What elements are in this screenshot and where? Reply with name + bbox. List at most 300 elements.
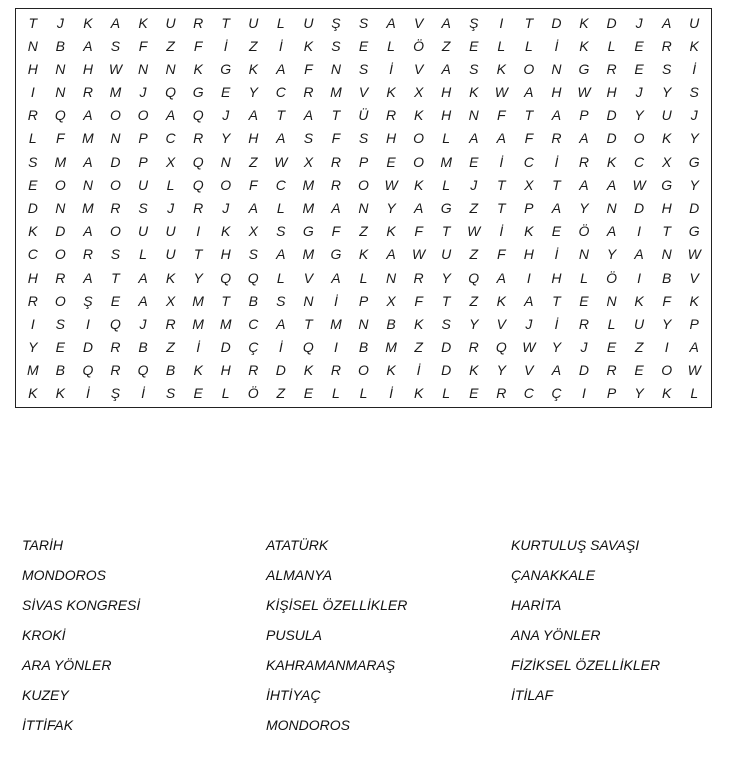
grid-letter: L <box>359 269 368 286</box>
grid-letter: N <box>578 246 590 263</box>
grid-row <box>16 150 711 173</box>
grid-letter: J <box>222 107 230 124</box>
grid-letter: N <box>385 269 397 286</box>
grid-letter: A <box>524 292 534 309</box>
grid-letter: N <box>358 315 369 332</box>
grid-letter: Z <box>248 153 258 170</box>
grid-letter: A <box>469 130 479 147</box>
grid-letter: O <box>137 107 149 124</box>
grid-letter: N <box>27 37 38 54</box>
grid-letter: Q <box>137 362 149 379</box>
grid-letter: X <box>165 153 176 170</box>
grid-letter: Ö <box>413 37 425 54</box>
grid-letter: P <box>579 107 589 124</box>
grid-letter: A <box>551 199 562 216</box>
grid-letter: W <box>577 84 591 101</box>
grid-letter: N <box>606 199 617 216</box>
grid-letter: S <box>110 37 121 54</box>
grid-letter: F <box>414 223 423 240</box>
word-list-item: MONDOROS <box>266 717 350 733</box>
word-list-item: ALMANYA <box>266 567 333 583</box>
grid-letter: R <box>193 199 204 216</box>
grid-letter: F <box>138 37 148 54</box>
grid-letter: E <box>386 153 396 170</box>
grid-letter: G <box>688 223 700 240</box>
grid-letter: R <box>606 60 617 77</box>
grid-letter: I <box>637 269 642 286</box>
grid-letter: O <box>110 176 121 193</box>
grid-letter: E <box>579 292 589 309</box>
grid-row <box>16 11 711 34</box>
grid-letter: Z <box>441 37 451 54</box>
grid-letter: A <box>689 339 699 356</box>
grid-letter: A <box>276 246 286 263</box>
grid-letter: O <box>413 153 425 170</box>
grid-letter: J <box>139 315 147 332</box>
grid-letter: A <box>83 107 93 124</box>
grid-letter: N <box>551 60 562 77</box>
grid-letter: A <box>83 153 93 170</box>
grid-letter: T <box>524 107 534 124</box>
grid-letter: U <box>165 246 176 263</box>
grid-row <box>16 289 711 312</box>
grid-letter: R <box>606 362 617 379</box>
grid-letter: E <box>358 37 369 54</box>
grid-letter: D <box>441 339 452 356</box>
grid-letter: O <box>661 362 673 379</box>
grid-letter: K <box>469 84 479 101</box>
grid-letter: U <box>303 14 314 31</box>
grid-letter: K <box>579 37 589 54</box>
grid-letter: Z <box>276 385 286 402</box>
grid-letter: V <box>358 84 369 101</box>
grid-letter: L <box>442 385 451 402</box>
grid-letter: A <box>634 246 644 263</box>
grid-letter: K <box>413 315 424 332</box>
grid-row <box>16 196 711 219</box>
grid-letter: L <box>497 37 506 54</box>
grid-letter: K <box>386 362 396 379</box>
grid-letter: R <box>27 107 38 124</box>
grid-letter: E <box>551 223 562 240</box>
grid-letter: C <box>523 385 534 402</box>
grid-letter: Y <box>469 315 479 332</box>
grid-letter: Y <box>551 339 562 356</box>
grid-letter: İ <box>499 153 504 170</box>
grid-letter: M <box>302 246 315 263</box>
grid-letter: S <box>358 130 369 147</box>
grid-letter: N <box>661 246 672 263</box>
grid-letter: M <box>302 176 315 193</box>
grid-letter: T <box>111 269 120 286</box>
grid-letter: D <box>441 362 452 379</box>
grid-row <box>16 104 711 127</box>
grid-letter: İ <box>223 37 228 54</box>
grid-letter: T <box>441 292 451 309</box>
word-list-item: FİZİKSEL ÖZELLİKLER <box>511 657 661 673</box>
grid-letter: Ş <box>331 14 341 31</box>
grid-letter: Y <box>221 130 231 147</box>
grid-letter: G <box>330 246 342 263</box>
grid-letter: J <box>470 176 478 193</box>
grid-letter: T <box>552 176 561 193</box>
grid-letter: R <box>551 130 562 147</box>
grid-letter: C <box>275 84 286 101</box>
grid-letter: R <box>468 339 479 356</box>
grid-letter: S <box>303 130 314 147</box>
grid-letter: O <box>358 176 369 193</box>
grid-letter: Ç <box>248 339 259 356</box>
grid-letter: Y <box>661 315 672 332</box>
grid-letter: K <box>496 60 506 77</box>
grid-letter: K <box>496 292 506 309</box>
grid-letter: A <box>138 292 148 309</box>
grid-letter: Z <box>166 37 175 54</box>
grid-letter: K <box>248 60 258 77</box>
word-list-item: İTİLAF <box>511 687 554 703</box>
grid-letter: K <box>524 223 534 240</box>
grid-letter: U <box>137 176 149 193</box>
grid-letter: A <box>138 269 148 286</box>
grid-letter: İ <box>85 385 90 402</box>
grid-letter: O <box>54 292 66 309</box>
grid-letter: S <box>276 223 286 240</box>
grid-letter: B <box>165 362 176 379</box>
grid-letter: X <box>661 153 672 170</box>
grid-letter: M <box>54 153 67 170</box>
grid-letter: K <box>28 385 38 402</box>
grid-letter: B <box>138 339 148 356</box>
grid-letter: I <box>196 223 201 240</box>
grid-letter: D <box>55 223 66 240</box>
grid-letter: U <box>248 14 259 31</box>
word-list-item: KUZEY <box>22 687 69 703</box>
grid-letter: H <box>606 84 617 101</box>
grid-letter: İ <box>389 385 393 402</box>
grid-letter: W <box>412 246 426 263</box>
grid-letter: R <box>82 246 93 263</box>
word-list-item: PUSULA <box>266 627 323 643</box>
grid-letter: İ <box>554 153 559 170</box>
grid-letter: O <box>110 223 121 240</box>
grid-row <box>16 382 711 405</box>
grid-letter: H <box>385 130 397 147</box>
grid-letter: W <box>274 153 288 170</box>
word-list-item <box>511 715 722 745</box>
grid-letter: K <box>193 60 203 77</box>
grid-letter: I <box>333 339 338 356</box>
grid-letter: N <box>165 60 176 77</box>
grid-letter: M <box>330 315 342 332</box>
grid-letter: İ <box>499 223 504 240</box>
grid-letter: C <box>634 153 645 170</box>
grid-letter: W <box>108 60 123 77</box>
grid-letter: L <box>276 199 285 216</box>
grid-letter: W <box>632 176 646 193</box>
grid-letter: E <box>55 339 65 356</box>
grid-letter: W <box>494 84 508 101</box>
grid-letter: Ö <box>578 223 590 240</box>
grid-letter: N <box>137 60 149 77</box>
grid-letter: L <box>524 37 533 54</box>
grid-letter: M <box>192 315 204 332</box>
grid-row <box>16 220 711 243</box>
grid-letter: Y <box>28 339 38 356</box>
grid-letter: G <box>440 199 452 216</box>
grid-letter: N <box>220 153 231 170</box>
grid-letter: L <box>607 37 616 54</box>
grid-letter: W <box>522 339 536 356</box>
word-list-item: KROKİ <box>22 627 66 643</box>
grid-letter: B <box>55 37 65 54</box>
grid-letter: A <box>276 60 286 77</box>
grid-letter: F <box>524 130 534 147</box>
grid-letter: R <box>661 37 672 54</box>
grid-letter: F <box>304 60 313 77</box>
grid-letter: R <box>303 84 314 101</box>
grid-letter: O <box>523 60 535 77</box>
grid-letter: M <box>302 199 315 216</box>
grid-letter: D <box>689 199 700 216</box>
grid-letter: T <box>497 176 506 193</box>
grid-letter: C <box>165 130 176 147</box>
grid-letter: M <box>440 153 452 170</box>
grid-letter: E <box>110 292 121 309</box>
grid-letter: N <box>55 84 66 101</box>
grid-letter: K <box>138 14 148 31</box>
grid-letter: K <box>469 362 479 379</box>
grid-letter: Q <box>110 315 121 332</box>
grid-letter: R <box>193 130 204 147</box>
grid-letter: B <box>248 292 258 309</box>
grid-letter: O <box>110 107 121 124</box>
grid-letter: W <box>467 223 481 240</box>
grid-letter: Z <box>166 339 175 356</box>
grid-letter: O <box>413 130 425 147</box>
grid-letter: T <box>524 14 534 31</box>
grid-letter: R <box>578 153 590 170</box>
grid-letter: C <box>27 246 38 263</box>
grid-letter: J <box>222 199 230 216</box>
grid-letter: Y <box>689 130 699 147</box>
grid-letter: Ş <box>110 385 121 402</box>
grid-letter: I <box>85 315 90 332</box>
grid-letter: L <box>442 176 451 193</box>
grid-letter: A <box>276 130 286 147</box>
grid-letter: Ç <box>551 385 562 402</box>
grid-letter: D <box>551 14 562 31</box>
grid-letter: J <box>167 199 175 216</box>
grid-letter: H <box>248 130 259 147</box>
grid-letter: S <box>110 246 121 263</box>
grid-letter: R <box>330 176 341 193</box>
grid-letter: N <box>82 176 93 193</box>
grid-letter: K <box>579 14 589 31</box>
grid-letter: B <box>661 269 672 286</box>
grid-letter: P <box>138 130 148 147</box>
word-list-item: KİŞİSEL ÖZELLİKLER <box>266 597 408 613</box>
grid-letter: Q <box>220 269 232 286</box>
grid-letter: İ <box>692 60 697 77</box>
grid-letter: K <box>413 107 424 124</box>
grid-letter: K <box>193 362 203 379</box>
grid-letter: K <box>358 246 369 263</box>
grid-letter: H <box>551 269 562 286</box>
word-list-item: ATATÜRK <box>266 537 329 553</box>
grid-letter: Q <box>192 153 204 170</box>
grid-letter: E <box>193 385 203 402</box>
grid-letter: B <box>55 362 65 379</box>
grid-letter: U <box>441 246 452 263</box>
grid-letter: Y <box>689 176 699 193</box>
word-list-item: ANA YÖNLER <box>511 627 601 643</box>
grid-letter: D <box>275 362 286 379</box>
grid-letter: H <box>523 246 534 263</box>
grid-letter: L <box>607 315 616 332</box>
grid-letter: J <box>139 84 147 101</box>
grid-letter: S <box>276 292 286 309</box>
grid-letter: K <box>413 176 424 193</box>
grid-letter: A <box>331 199 341 216</box>
grid-letter: N <box>330 60 341 77</box>
grid-letter: T <box>552 292 561 309</box>
grid-letter: J <box>56 14 64 31</box>
grid-letter: R <box>27 292 38 309</box>
grid-letter: X <box>248 223 258 240</box>
grid-letter: I <box>664 339 669 356</box>
grid-letter: L <box>332 385 340 402</box>
grid-letter: M <box>82 130 94 147</box>
grid-letter: Y <box>634 385 644 402</box>
grid-letter: Y <box>661 84 672 101</box>
grid-letter: Y <box>441 269 451 286</box>
grid-letter: L <box>359 385 368 402</box>
grid-letter: W <box>687 246 701 263</box>
grid-letter: O <box>54 176 66 193</box>
grid-letter: K <box>661 130 672 147</box>
grid-letter: D <box>578 362 590 379</box>
grid-letter: V <box>524 362 534 379</box>
grid-letter: İ <box>196 339 201 356</box>
grid-letter: M <box>109 84 122 101</box>
grid-letter: A <box>276 315 286 332</box>
grid-letter: S <box>28 153 38 170</box>
grid-letter: F <box>56 130 65 147</box>
grid-letter: A <box>165 107 176 124</box>
grid-letter: D <box>110 153 121 170</box>
grid-letter: O <box>220 176 232 193</box>
grid-letter: T <box>221 292 230 309</box>
grid-letter: S <box>138 199 148 216</box>
grid-letter: R <box>413 269 424 286</box>
grid-letter: A <box>386 14 396 31</box>
grid-letter: İ <box>333 292 338 309</box>
grid-letter: E <box>634 362 644 379</box>
grid-letter: M <box>192 292 204 309</box>
grid-letter: I <box>499 14 504 31</box>
grid-letter: Z <box>469 292 479 309</box>
grid-row <box>16 127 711 150</box>
grid-letter: F <box>497 246 506 263</box>
grid-letter: K <box>661 385 672 402</box>
grid-row <box>16 312 711 335</box>
grid-letter: N <box>358 199 369 216</box>
grid-letter: X <box>386 292 396 309</box>
grid-letter: J <box>635 84 643 101</box>
grid-letter: T <box>497 199 506 216</box>
grid-letter: S <box>358 14 369 31</box>
grid-letter: R <box>165 315 176 332</box>
grid-letter: E <box>303 385 314 402</box>
grid-letter: Q <box>82 362 94 379</box>
grid-letter: R <box>578 315 590 332</box>
grid-letter: I <box>582 385 586 402</box>
grid-letter: U <box>661 107 672 124</box>
grid-letter: Z <box>469 246 479 263</box>
grid-letter: W <box>687 362 701 379</box>
grid-letter: W <box>384 176 398 193</box>
grid-letter: N <box>110 130 121 147</box>
grid-row <box>16 81 711 104</box>
grid-letter: V <box>689 269 699 286</box>
grid-letter: L <box>690 385 699 402</box>
grid-letter: G <box>578 60 590 77</box>
grid-letter: R <box>82 84 93 101</box>
grid-letter: A <box>303 107 314 124</box>
grid-letter: A <box>606 223 617 240</box>
grid-letter: S <box>165 385 176 402</box>
grid-letter: D <box>82 339 93 356</box>
grid-letter: L <box>276 269 285 286</box>
grid-letter: F <box>497 107 506 124</box>
grid-letter: S <box>441 315 451 332</box>
grid-letter: H <box>551 84 562 101</box>
grid-letter: A <box>579 130 589 147</box>
grid-letter: I <box>526 269 531 286</box>
word-list-item: MONDOROS <box>22 567 106 583</box>
grid-letter: T <box>331 107 341 124</box>
grid-letter: H <box>220 362 231 379</box>
grid-letter: B <box>358 339 369 356</box>
word-list-item: ARA YÖNLER <box>22 657 112 673</box>
grid-letter: S <box>358 60 369 77</box>
grid-letter: Ş <box>83 292 93 309</box>
grid-letter: E <box>634 60 644 77</box>
grid-letter: K <box>634 292 644 309</box>
grid-letter: P <box>358 153 369 170</box>
word-list <box>22 535 722 745</box>
grid-letter: K <box>689 37 699 54</box>
grid-letter: L <box>580 269 588 286</box>
grid-letter: İ <box>278 37 283 54</box>
word-list-item: HARİTA <box>511 597 562 613</box>
grid-letter: İ <box>554 315 559 332</box>
grid-letter: R <box>496 385 507 402</box>
grid-row <box>16 34 711 57</box>
grid-letter: Y <box>606 246 617 263</box>
grid-letter: K <box>386 84 396 101</box>
grid-letter: R <box>55 269 66 286</box>
grid-letter: Ş <box>469 14 479 31</box>
word-list-item: İHTİYAÇ <box>266 687 321 703</box>
grid-letter: T <box>28 14 38 31</box>
grid-letter: R <box>110 339 121 356</box>
grid-letter: A <box>248 107 258 124</box>
grid-letter: A <box>83 223 93 240</box>
grid-letter: K <box>606 153 617 170</box>
grid-letter: Q <box>495 339 507 356</box>
grid-letter: A <box>606 176 617 193</box>
